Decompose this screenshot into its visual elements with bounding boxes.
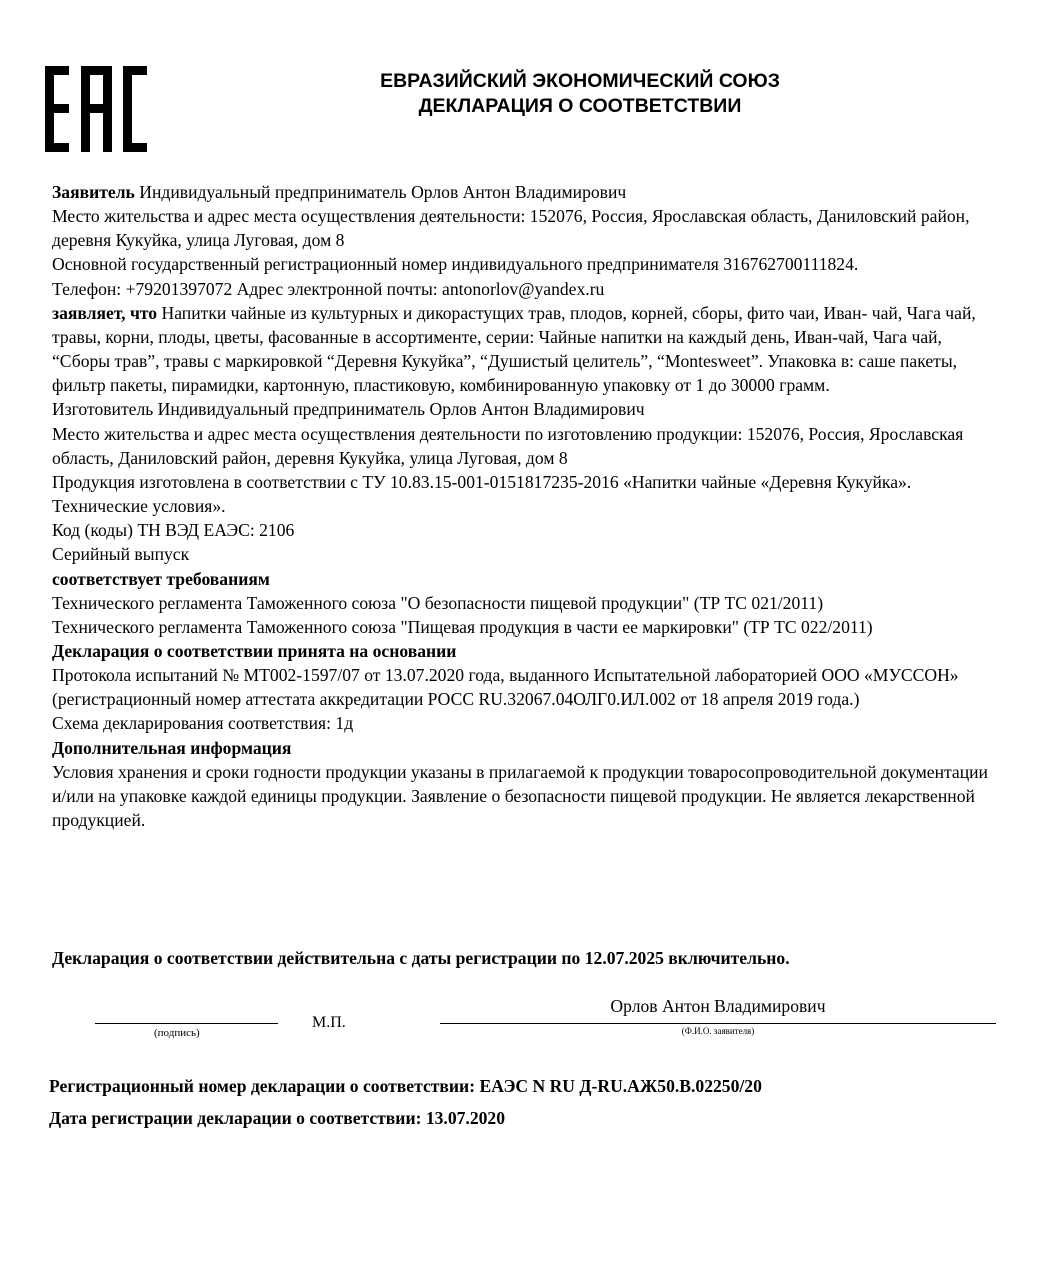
additional-label: Дополнительная информация <box>52 737 292 758</box>
applicant-value: Индивидуальный предприниматель Орлов Антон Владимирович <box>139 182 627 202</box>
name-caption: (Ф.И.О. заявителя) <box>681 1026 755 1036</box>
declares-paragraph <box>52 301 1002 398</box>
applicant-ogrn: Основной государственный регистрационный номер индивидуального предпринимателя 316762700111824. <box>52 254 859 275</box>
basis-scheme: Схема декларирования соответствия: 1д <box>52 713 354 734</box>
declares-label: заявляет, что <box>52 302 158 323</box>
header-union-title: ЕВРАЗИЙСКИЙ ЭКОНОМИЧЕСКИЙ СОЮЗ <box>380 70 780 92</box>
product-code: Код (коды) ТН ВЭД ЕАЭС: 2106 <box>52 520 295 541</box>
applicant-contacts: Телефон: +79201397072 Адрес электронной почты: antonorlov@yandex.ru <box>52 278 605 299</box>
applicant-label: Заявитель <box>52 182 135 202</box>
declares-text: Напитки чайные из культурных и дикорастущих трав, плодов, корней, сборы, фито чаи, Иван- чай, Чага чай, травы, корни, плоды, цветы, фасованные в ассортименте, серии: Чайные напитки на каждый день, Иван-чай, Чага чай, “Сборы трав”, травы с маркировкой “Деревня Кукуйка”, “Душистый целитель”, “Montesweet”. Упаковка в: саше пакеты, фильтр пакеты, пирамидки, картонную, пластиковую, комбинированную упаковку от 1 до 30000 грамм. <box>52 302 976 396</box>
registration-number: Регистрационный номер декларации о соответствии: ЕАЭС N RU Д-RU.АЖ50.В.02250/20 <box>49 1076 762 1096</box>
signature-line <box>95 1023 278 1024</box>
header-declaration-title: ДЕКЛАРАЦИЯ О СООТВЕТСТВИИ <box>418 95 742 117</box>
product-standard: Продукция изготовлена в соответствии с ТУ 10.83.15-001-0151817235-2016 «Напитки чайные «Деревня Кукуйка». Технические условия». <box>52 471 912 517</box>
requirement-item: Технического регламента Таможенного союза "Пищевая продукция в части ее маркировки" (ТР ТС 022/2011) <box>52 616 873 637</box>
stamp-label: М.П. <box>312 1014 346 1031</box>
basis-text: Протокола испытаний № МТ002-1597/07 от 13.07.2020 года, выданного Испытательной лабораторией ООО «МУССОН» (регистрационный номер аттестата аккредитации РОСС RU.32067.04ОЛГ0.ИЛ.002 от 18 апреля 2019 года.) <box>52 665 959 710</box>
applicant-line <box>52 180 1002 204</box>
applicant-address: Место жительства и адрес места осуществления деятельности: 152076, Россия, Ярославская область, Даниловский район, деревня Кукуйка, улица Луговая, дом 8 <box>52 206 970 251</box>
declaration-body <box>52 180 1002 832</box>
product-release: Серийный выпуск <box>52 544 190 565</box>
eac-mark-icon <box>45 66 147 152</box>
name-line <box>440 1023 996 1024</box>
requirements-label: соответствует требованиям <box>52 568 270 589</box>
manufacturer-line: Изготовитель Индивидуальный предприниматель Орлов Антон Владимирович <box>52 399 645 420</box>
validity-statement: Декларация о соответствии действительна с даты регистрации по 12.07.2025 включительно. <box>52 948 790 968</box>
applicant-signature-name: Орлов Антон Владимирович <box>610 996 826 1016</box>
manufacturer-address: Место жительства и адрес места осуществления деятельности по изготовлению продукции: 152076, Россия, Ярославская область, Даниловский район, деревня Кукуйка, улица Луговая, дом 8 <box>52 423 964 468</box>
registration-date: Дата регистрации декларации о соответствии: 13.07.2020 <box>49 1108 506 1128</box>
requirement-item: Технического регламента Таможенного союза "О безопасности пищевой продукции" (ТР ТС 021/2011) <box>52 592 824 613</box>
signature-caption: (подпись) <box>154 1027 200 1039</box>
additional-text: Условия хранения и сроки годности продукции указаны в прилагаемой к продукции товаросопроводительной документации и/или на упаковке каждой единицы продукции. Заявление о безопасности пищевой продукции. Не является лекарственной продукцией. <box>52 761 988 831</box>
basis-label: Декларация о соответствии принята на основании <box>52 640 457 661</box>
